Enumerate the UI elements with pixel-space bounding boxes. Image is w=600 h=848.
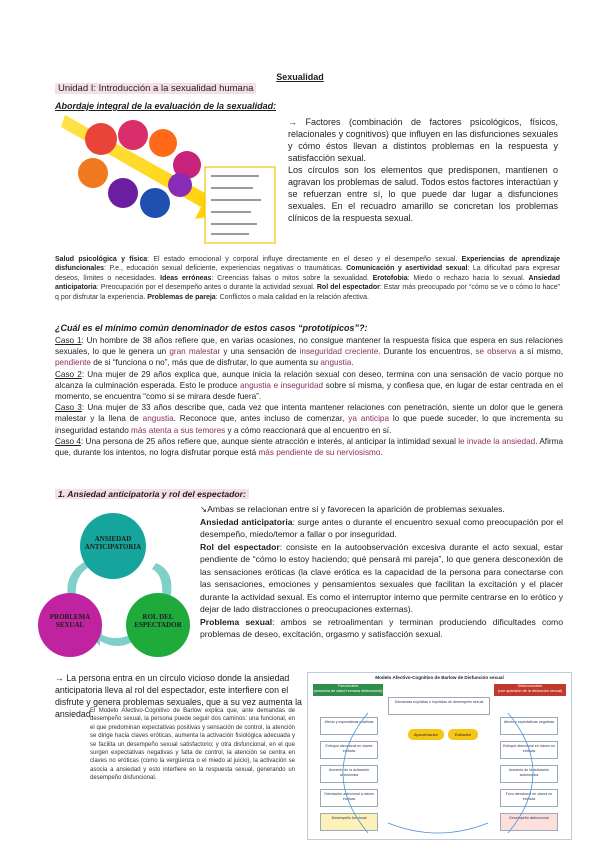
cycle-term-text: : surge antes o durante el encuentro sexual como preocupación por el desempeño, miedo/temor a fallar o por inseguridad. bbox=[200, 516, 564, 539]
case-text: de si “funciona o no”, más que de disfrutar, lo que aumenta su bbox=[90, 358, 321, 368]
definition-term: Problemas de pareja bbox=[147, 293, 216, 301]
barlow-step: Enfoque atencional en claves no eróticas bbox=[500, 741, 558, 759]
cycle-item bbox=[200, 516, 563, 541]
factor-circle bbox=[168, 173, 192, 197]
cycle-explanation bbox=[200, 503, 563, 641]
definition-text: : Miedo o rechazo hacia lo sexual. bbox=[407, 274, 529, 282]
dysfunctional-header: Disfuncionales (con aparición de la disfunción sexual) bbox=[494, 684, 566, 696]
case-label: Caso 3 bbox=[55, 403, 82, 413]
definition-text: : Creencias falsas o mitos sobre la sexualidad. bbox=[211, 274, 373, 282]
node-label: ANSIEDAD ANTICIPATORIA bbox=[84, 535, 142, 551]
flow-curve bbox=[388, 823, 488, 833]
highlighted-phrase: inseguridad creciente bbox=[299, 347, 379, 357]
case-text: . Durante los encuentros, bbox=[378, 347, 476, 357]
highlighted-phrase: más pendiente de su nerviosismo bbox=[258, 448, 381, 458]
case-paragraph bbox=[55, 402, 563, 436]
case-text: : Un hombre de 38 años refiere que, en varias ocasiones, no consigue mantener la respuesta física que espera en sus relaciones sexuales, lo que le genera un bbox=[55, 336, 563, 357]
case-text: . bbox=[380, 448, 383, 458]
barlow-step: Foco atencional en claves no eróticas bbox=[500, 789, 558, 807]
definition-text: : P.e., educación sexual deficiente, experiencias negativas o traumáticas. bbox=[104, 265, 347, 273]
factor-circle bbox=[118, 120, 148, 150]
case-text: . Reconoce que, antes incluso de comenzar, bbox=[173, 414, 349, 424]
factors-diagram bbox=[55, 113, 277, 249]
barlow-step: Aumento de la activación autonómica bbox=[500, 765, 558, 783]
case-text: . Afirma que, durante los intentos, no logra disfrutar porque está bbox=[55, 436, 563, 458]
case-paragraph bbox=[55, 436, 563, 458]
factors-explanation bbox=[288, 116, 558, 224]
avoidance-box: Evitación bbox=[448, 729, 478, 740]
definition-text: : La dificultad para expresar deseos, límites o necesidades. bbox=[55, 265, 560, 282]
case-text: y a cómo reaccionará que al encuentro en sí. bbox=[225, 425, 392, 435]
definition-text: : Estar más preocupado por “cómo se ve o cómo lo hace” q por disfrutar la experiencia. bbox=[55, 284, 560, 301]
section-heading: 1. Ansiedad anticipatoria y rol del espectador: bbox=[55, 489, 249, 499]
definition-term: Salud psicológica y física bbox=[55, 256, 148, 263]
cycle-term: Rol del espectador bbox=[200, 541, 280, 552]
highlighted-phrase: pendiente bbox=[55, 358, 91, 368]
approach-heading: Abordaje integral de la evaluación de la sexualidad: bbox=[55, 101, 277, 111]
case-text: a sí mismo, bbox=[516, 347, 563, 357]
case-label: Caso 1 bbox=[55, 336, 82, 345]
barlow-step: Afecto y expectativas negativas bbox=[500, 717, 558, 735]
cycle-term-text: : consiste en la autoobservación excesiva durante el acto sexual, estar pendiente de “cómo lo estoy haciendo; qué pensará mi pareja”, lo que genera desconexión de las sensaciones eróticas (la clave erótica es la capacidad de la persona para conectarse con las sensaciones, emociones y pensamientos sexuales que facilitan la excitación y el placer durante la actividad sexual. Es como el interruptor interno que permite centrarse en lo erótico y dejar de lado distracciones o preocupaciones externas). bbox=[200, 541, 563, 614]
highlighted-phrase: le invade la ansiedad bbox=[458, 436, 536, 446]
cycle-term-text: : ambos se retroalimentan y terminan produciendo dificultades como problemas de deseo, excitación, orgasmo y satisfacción sexual. bbox=[200, 616, 563, 639]
case-text: . bbox=[351, 358, 354, 368]
definition-term: Erotofobia bbox=[372, 274, 408, 282]
case-paragraph bbox=[55, 335, 563, 369]
barlow-step: Desempeño disfuncional bbox=[500, 813, 558, 831]
cycle-items bbox=[200, 516, 563, 641]
case-label: Caso 2 bbox=[55, 369, 82, 379]
definition-text: : El estado emocional y corporal influye directamente en el deseo y el desempeño sexual. bbox=[147, 256, 462, 263]
definition-term: Rol del espectador bbox=[316, 284, 380, 292]
factor-circle bbox=[140, 188, 170, 218]
definition-text: : Preocupación por el desempeño antes o durante la actividad sexual. bbox=[96, 284, 317, 292]
case-text: lo que puede suceder, lo que incrementa su inseguridad estando bbox=[55, 414, 563, 435]
cycle-term: Problema sexual bbox=[200, 616, 273, 627]
case-text: y una sensación de bbox=[220, 347, 300, 357]
factors-paragraph: Factores (combinación de factores psicológicos, físicos, relacionales y cognitivos) que influyen en las disfunciones sexuales y cómo éstos llevan a distintos problemas en la respuesta y satisfacción sexual. bbox=[288, 117, 558, 163]
case-paragraph bbox=[55, 369, 563, 403]
anticipatory-anxiety-node bbox=[80, 513, 146, 579]
cases-block bbox=[55, 335, 563, 458]
highlighted-phrase: angustia bbox=[142, 414, 174, 424]
barlow-step: Orientación atencional a claves eróticas bbox=[320, 789, 378, 807]
cycle-item bbox=[200, 616, 563, 641]
case-text: : Una mujer de 33 años describe que, cada vez que intenta mantener relaciones con penetración, siente un dolor que le genera malestar y la llena de bbox=[55, 403, 563, 424]
factor-circle bbox=[108, 178, 138, 208]
node-label: PROBLEMA SEXUAL bbox=[49, 613, 91, 629]
barlow-step: Enfoque atencional en claves eróticas bbox=[320, 741, 378, 759]
case-text: : Una mujer de 29 años explica que, aunque inicia la relación sexual con deseo, termina con una sensación de vacío porque no alcanza la culminación esperada. Esto le produce bbox=[55, 369, 564, 390]
circles-paragraph: Los círculos son los elementos que predisponen, mantienen o agravan los problemas de salud. Todos estos factores interactúan y se refuerzan entre sí, lo que puede dar lugar a disfunciones sexuales. En el recuadro amarillo se concretan los problemas clínicos de la respuesta sexual. bbox=[288, 165, 558, 223]
definition-term: Ideas erróneas bbox=[160, 274, 212, 282]
cycle-diagram bbox=[38, 505, 198, 660]
factor-circle bbox=[149, 129, 177, 157]
highlighted-phrase: se observa bbox=[475, 347, 517, 357]
definition-term: Ansiedad anticipatoria bbox=[55, 274, 560, 292]
definition-text: : Conflictos o mala calidad en la relación afectiva. bbox=[215, 293, 370, 301]
barlow-model-text: El Modelo Afectivo-Cognitivo de Barlow explica que, ante demandas de desempeño sexual, la persona puede seguir dos caminos: una funcional, en el que predominan expectativas positivas y sensación de control, la atención se dirige hacia claves eróticas, aumenta la activación fisiológica adecuada y se facilita un desempeño sexual satisfactorio; y otra disfuncional, en el que surgen expectativas negativas y falta de control, la atención se centra en claves no eróticas (como la vergüenza o el miedo al juicio), la activación se asocia a ansiedad y esto interfiere en la respuesta sexual, generando un desempeño disfuncional. bbox=[90, 708, 295, 782]
arrow-glyph: → bbox=[288, 117, 297, 127]
sexual-problem-node bbox=[38, 593, 102, 657]
node-label: ROL DEL ESPECTADOR bbox=[134, 613, 182, 629]
highlighted-phrase: gran malestar bbox=[169, 347, 221, 357]
functional-header: Funcionales (ausencia de salud humana disfuncional) bbox=[313, 684, 383, 696]
diagram-title: Modelo Afectivo-Cognitivo de Barlow de Disfunción sexual bbox=[375, 675, 504, 680]
definition-term: Experiencias de aprendizaje disfuncionales bbox=[55, 256, 560, 273]
case-text: : Una persona de 25 años refiere que, aunque siente atracción e interés, al anticipar la intimidad sexual bbox=[80, 436, 459, 446]
cycle-term: Ansiedad anticipatoria bbox=[200, 516, 293, 527]
unit-heading: Unidad I: Introducción a la sexualidad humana bbox=[55, 83, 256, 94]
barlow-step: Desempeño funcional bbox=[320, 813, 378, 831]
barlow-diagram bbox=[307, 672, 572, 840]
case-label: Caso 4 bbox=[55, 436, 81, 446]
factor-circle bbox=[85, 123, 117, 155]
vicious-cycle-text: → La persona entra en un círculo vicioso donde la ansiedad anticipatoria lleva al rol del espectador, este interfiere con el disfrute y genera problemas sexuales, que a su vez aumenta la ansiedad. bbox=[55, 673, 302, 719]
barlow-step: Aumento de la activación autonómica bbox=[320, 765, 378, 783]
highlighted-phrase: ya anticipa bbox=[348, 414, 390, 424]
question-heading: ¿Cuál es el mínimo común denominador de estos casos “prototípicos”?: bbox=[55, 323, 368, 333]
case-text: sobre sí misma, y confiesa que, en lugar de estar centrada en el momento, se encuentra “como si se mirara desde fuera”. bbox=[55, 380, 563, 402]
highlighted-phrase: más atenta a sus temores bbox=[131, 425, 226, 435]
barlow-step: Afecto y expectativas positivas bbox=[320, 717, 378, 735]
highlighted-phrase: angustia bbox=[320, 358, 352, 368]
yellow-box bbox=[205, 167, 275, 243]
demands-box: Demandas explícitas o implícitas de desempeño sexual bbox=[388, 697, 490, 715]
spectator-role-node bbox=[126, 593, 190, 657]
cycle-intro: ↘Ambas se relacionan entre sí y favorecen la aparición de problemas sexuales. bbox=[200, 504, 505, 514]
definition-term: Comunicación y asertividad sexual bbox=[346, 265, 468, 273]
definitions-block bbox=[55, 255, 560, 302]
highlighted-phrase: angustia e inseguridad bbox=[239, 380, 324, 390]
factor-circle bbox=[78, 158, 108, 188]
cycle-item bbox=[200, 541, 563, 616]
page-title: Sexualidad bbox=[276, 72, 324, 82]
approach-box: Aproximación bbox=[408, 729, 444, 740]
